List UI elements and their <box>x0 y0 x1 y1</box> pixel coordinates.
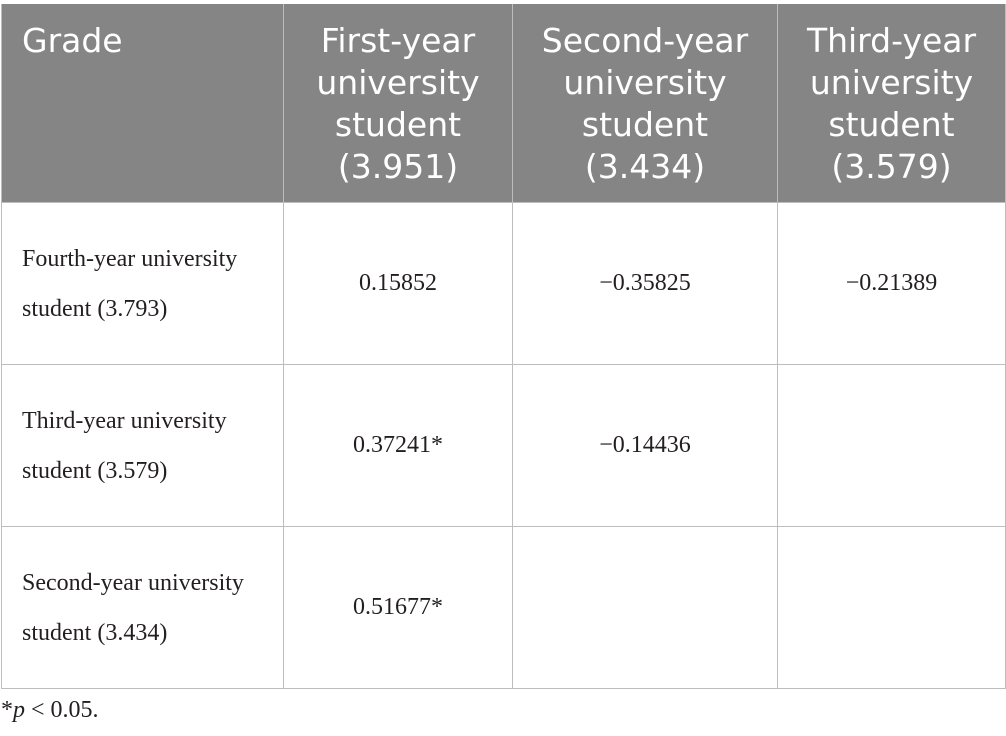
table-cell: 0.37241* <box>284 365 513 527</box>
header-row <box>2 4 1006 203</box>
table-cell: 0.51677* <box>284 527 513 689</box>
table-header <box>2 4 1006 203</box>
footnote-star: * <box>1 697 13 723</box>
footnote-threshold: < 0.05. <box>25 697 99 723</box>
grade-comparison-table <box>1 4 1006 689</box>
row-label-second-year: Second-year university student (3.434) <box>2 527 284 689</box>
header-second-year: Second-year university student (3.434) <box>513 4 778 203</box>
row-label-fourth-year: Fourth-year university student (3.793) <box>2 203 284 365</box>
table-body <box>2 203 1006 689</box>
table-cell: −0.14436 <box>513 365 778 527</box>
table-cell: −0.35825 <box>513 203 778 365</box>
header-first-year: First-year university student (3.951) <box>284 4 513 203</box>
comparison-table-container <box>1 4 1005 689</box>
table-row <box>2 365 1006 527</box>
footnote-p-symbol: p <box>13 697 25 723</box>
table-footnote <box>1 692 99 728</box>
table-row <box>2 203 1006 365</box>
table-cell <box>778 527 1006 689</box>
table-cell: −0.21389 <box>778 203 1006 365</box>
row-label-third-year: Third-year university student (3.579) <box>2 365 284 527</box>
header-third-year: Third-year university student (3.579) <box>778 4 1006 203</box>
table-cell <box>513 527 778 689</box>
table-row <box>2 527 1006 689</box>
header-grade: Grade <box>2 4 284 203</box>
table-cell <box>778 365 1006 527</box>
table-cell: 0.15852 <box>284 203 513 365</box>
